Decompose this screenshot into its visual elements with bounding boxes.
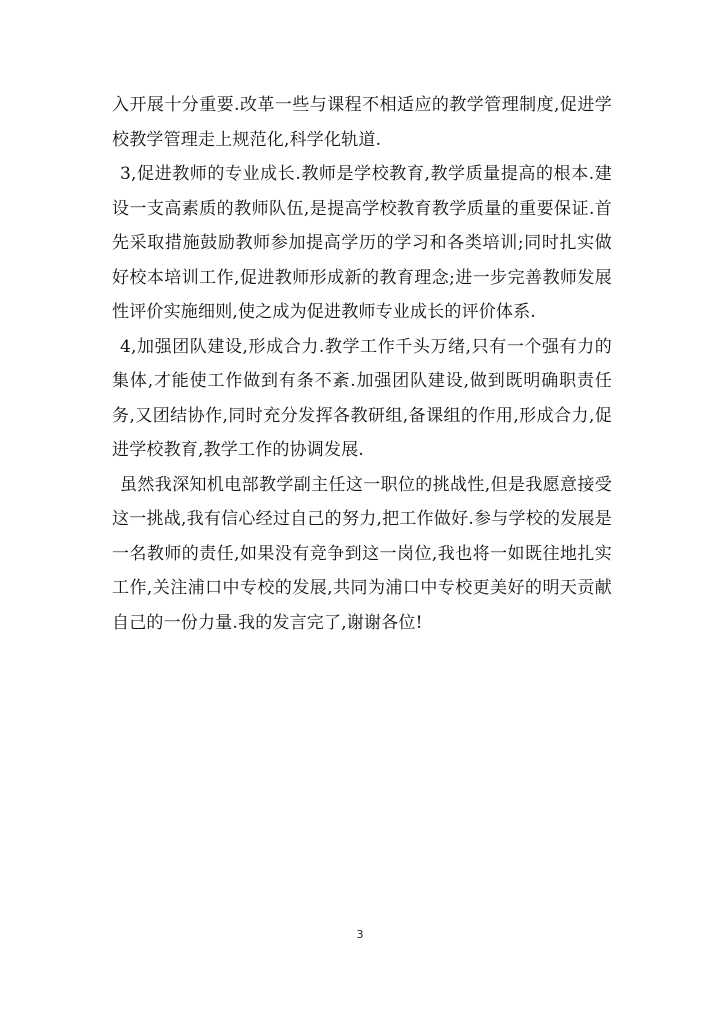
paragraph-closing: 虽然我深知机电部教学副主任这一职位的挑战性,但是我愿意接受这一挑战,我有信心经过自己的努力,把工作做好.参与学校的发展是一名教师的责任,如果没有竞争到这一岗位,我也将一如既往地扎实工作,关注浦口中专校的发展,共同为浦口中专校更美好的明天贡献自己的一份力量.我的发言完了,谢谢各位! [112, 474, 612, 633]
paragraph-continuation: 入开展十分重要.改革一些与课程不相适应的教学管理制度,促进学校教学管理走上规范化,科学化轨道. [112, 95, 612, 150]
document-body [112, 88, 612, 640]
paragraph-item-3: 3,促进教师的专业成长.教师是学校教育,教学质量提高的根本.建设一支高素质的教师队伍,是提高学校教育教学质量的重要保证.首先采取措施鼓励教师参加提高学历的学习和各类培训;同时扎实做好校本培训工作,促进教师形成新的教育理念;进一步完善教师发展性评价实施细则,使之成为促进教师专业成长的评价体系. [112, 164, 612, 322]
page-number: 3 [356, 928, 364, 941]
paragraph-item-4: 4,加强团队建设,形成合力.教学工作千头万绪,只有一个强有力的集体,才能使工作做到有条不紊.加强团队建设,做到既明确职责任务,又团结协作,同时充分发挥各教研组,备课组的作用,形成合力,促进学校教育,教学工作的协调发展. [112, 336, 612, 460]
